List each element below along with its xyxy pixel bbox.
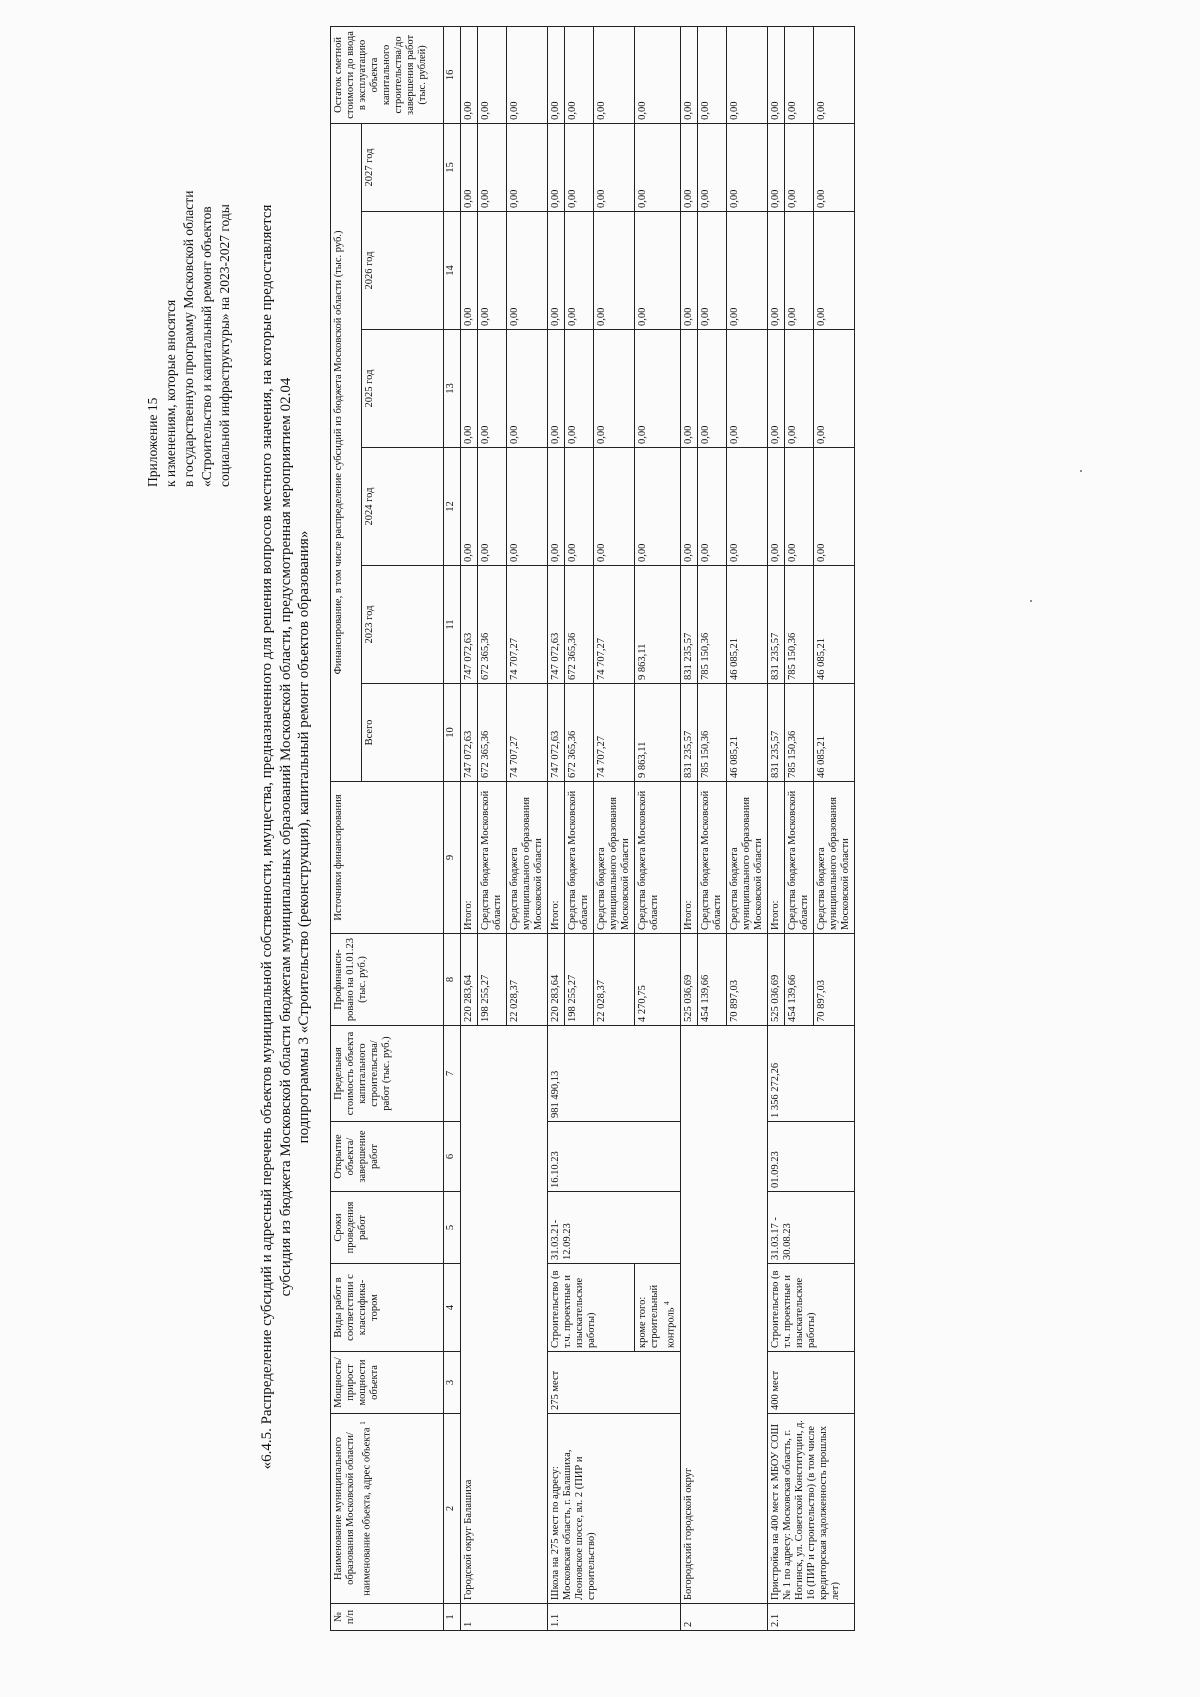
value-cell: 0,00 [697,123,726,211]
title-line: субсидия из бюджета Московской области бюджетам муниципальных образований Московской области, предусмотренная мероприятием 02.04 [277,377,294,1297]
source-cell: Средства бюджета Московской области [478,782,507,934]
value-cell: 831 235,57 [767,566,784,684]
value-cell: 0,00 [478,448,507,566]
value-cell: 0,00 [565,212,594,330]
value-cell: 0,00 [726,330,767,448]
source-cell: Средства бюджета Московской области [565,782,594,934]
row-number: 2.1 [767,1604,854,1631]
value-cell: 0,00 [565,123,594,211]
value-cell: 785 150,36 [784,684,813,782]
capacity-cell: 400 мест [767,1352,854,1414]
footnote-mark: 4 [663,1301,671,1305]
source-cell: Средства бюджета Московской области [635,782,681,934]
financed-cell: 22 028,37 [507,934,548,1026]
appendix-line: к изменениям, которые вносятся [163,299,178,487]
value-cell: 0,00 [548,212,565,330]
value-cell: 0,00 [565,26,594,123]
value-cell: 0,00 [767,330,784,448]
header-cell: Профинанси-ровано на 01.01.23 (тыс. руб.) [331,934,444,1026]
value-cell: 672 365,36 [478,684,507,782]
value-cell: 0,00 [784,212,813,330]
value-cell: 9 863,11 [635,566,681,684]
value-cell: 0,00 [478,123,507,211]
value-cell: 0,00 [478,330,507,448]
value-cell: 747 072,63 [548,684,565,782]
value-cell: 0,00 [565,448,594,566]
header-cell: 2026 год [362,212,444,330]
appendix-note [144,67,234,487]
value-cell: 0,00 [594,212,635,330]
value-cell: 831 235,57 [680,566,697,684]
column-number: 8 [444,934,461,1026]
value-cell: 0,00 [461,26,478,123]
value-cell: 0,00 [548,330,565,448]
value-cell: 0,00 [680,26,697,123]
period-cell: 31.03.17 - 30.08.23 [767,1192,854,1264]
table-row [680,26,697,1630]
value-cell: 747 072,63 [461,566,478,684]
value-cell: 0,00 [813,448,854,566]
value-cell: 74 707,27 [507,684,548,782]
financed-cell: 70 897,03 [726,934,767,1026]
value-cell: 0,00 [507,448,548,566]
financed-cell: 454 139,66 [784,934,813,1026]
value-cell: 0,00 [478,212,507,330]
value-cell: 0,00 [784,448,813,566]
value-cell: 0,00 [507,26,548,123]
value-cell: 0,00 [697,448,726,566]
value-cell: 0,00 [767,212,784,330]
appendix-line: Приложение 15 [145,397,160,487]
value-cell: 0,00 [680,330,697,448]
value-cell: 0,00 [594,330,635,448]
value-cell: 0,00 [635,26,681,123]
value-cell: 0,00 [461,448,478,566]
table-row [548,26,565,1630]
value-cell: 0,00 [767,26,784,123]
open-date-cell: 01.09.23 [767,1122,854,1192]
source-cell: Средства бюджета Московской области [784,782,813,934]
source-cell: Средства бюджета муниципального образования Московской области [726,782,767,934]
works-cell: Строительство (в т.ч. проектные и изыскательские работы) [548,1264,635,1352]
value-cell: 672 365,36 [478,566,507,684]
subsidy-table [330,26,855,1631]
title-line: «6.4.5. Распределение субсидий и адресный перечень объектов муниципальной собственности, имущества, предназначенного для решения вопросов местного значения, на которые предоставляется [259,204,275,1470]
value-cell: 0,00 [548,123,565,211]
column-number: 13 [444,330,461,448]
source-cell: Средства бюджета Московской области [697,782,726,934]
header-cell: № п/п [331,1604,444,1631]
value-cell: 0,00 [680,448,697,566]
appendix-line: в государственную программу Московской области [181,190,196,487]
value-cell: 46 085,21 [813,684,854,782]
value-cell: 785 150,36 [697,566,726,684]
value-cell: 46 085,21 [813,566,854,684]
value-cell: 74 707,27 [594,566,635,684]
value-cell: 0,00 [726,26,767,123]
works-text: кроме того: строительный контроль [637,1284,677,1348]
header-cell: 2024 год [362,448,444,566]
source-cell: Средства бюджета муниципального образования Московской области [594,782,635,934]
column-number: 15 [444,123,461,211]
value-cell: 0,00 [461,330,478,448]
period-cell: 31.03.21-12.09.23 [548,1192,681,1264]
value-cell: 831 235,57 [680,684,697,782]
value-cell: 747 072,63 [548,566,565,684]
value-cell: 672 365,36 [565,566,594,684]
value-cell: 747 072,63 [461,684,478,782]
header-cell: Источники финансирования [331,782,444,934]
header-cell: Финансирование, в том числе распределение субсидий из бюджета Московской области (тыс. руб.) [331,123,362,781]
column-number-row [444,26,461,1630]
source-cell: Итого: [767,782,784,934]
municipality-name: Городской округ Балашиха [461,1026,548,1604]
value-cell: 0,00 [680,123,697,211]
value-cell: 0,00 [507,123,548,211]
appendix-line: социальной инфраструктуры» на 2023-2027 годы [217,204,232,487]
value-cell: 0,00 [507,212,548,330]
financed-cell: 454 139,66 [697,934,726,1026]
works-cell [635,1264,681,1352]
value-cell: 0,00 [635,448,681,566]
value-cell: 0,00 [697,330,726,448]
scan-speck [1030,600,1032,602]
value-cell: 0,00 [697,26,726,123]
column-number: 14 [444,212,461,330]
table-row [767,26,784,1630]
column-number: 12 [444,448,461,566]
scan-speck [1080,470,1082,472]
value-cell: 46 085,21 [726,566,767,684]
capacity-cell: 275 мест [548,1352,681,1414]
financed-cell: 220 283,64 [548,934,565,1026]
value-cell: 831 235,57 [767,684,784,782]
value-cell: 0,00 [726,212,767,330]
financed-cell: 525 036,69 [680,934,697,1026]
value-cell: 74 707,27 [507,566,548,684]
value-cell: 0,00 [726,448,767,566]
value-cell: 0,00 [680,212,697,330]
footnote-mark: 1 [359,1421,367,1425]
value-cell: 0,00 [548,26,565,123]
open-date-cell: 16.10.23 [548,1122,681,1192]
value-cell: 9 863,11 [635,684,681,782]
value-cell: 46 085,21 [726,684,767,782]
value-cell: 0,00 [565,330,594,448]
column-number: 11 [444,566,461,684]
row-number: 2 [680,1604,767,1631]
header-cell: Предельная стоимость объекта капитального строительства/ работ (тыс. руб.) [331,1026,444,1122]
value-cell: 0,00 [478,26,507,123]
value-cell: 0,00 [784,123,813,211]
limit-cost-cell: 981 490,13 [548,1026,681,1122]
header-cell: 2025 год [362,330,444,448]
header-cell [331,1414,444,1604]
value-cell: 0,00 [726,123,767,211]
column-number: 3 [444,1352,461,1414]
column-number: 6 [444,1122,461,1192]
value-cell: 74 707,27 [594,684,635,782]
financed-cell: 70 897,03 [813,934,854,1026]
source-cell: Средства бюджета муниципального образования Московской области [507,782,548,934]
header-cell: 2023 год [362,566,444,684]
source-cell: Итого: [680,782,697,934]
value-cell: 0,00 [813,123,854,211]
object-name: Школа на 275 мест по адресу: Московская область, г. Балашиха, Леоновское шоссе, вл. 2 (ПИР и строительство) [548,1414,681,1604]
value-cell: 0,00 [507,330,548,448]
header-text: Наименование муниципального образования Московской области/ наименование объекта, адрес объекта [333,1427,373,1596]
column-number: 4 [444,1264,461,1352]
value-cell: 0,00 [594,448,635,566]
value-cell: 785 150,36 [784,566,813,684]
value-cell: 0,00 [461,123,478,211]
value-cell: 0,00 [594,123,635,211]
value-cell: 0,00 [813,26,854,123]
works-cell: Строительство (в т.ч. проектные и изыскательские работы) [767,1264,854,1352]
row-number: 1.1 [548,1604,681,1631]
column-number: 7 [444,1026,461,1122]
value-cell: 672 365,36 [565,684,594,782]
value-cell: 0,00 [461,212,478,330]
value-cell: 0,00 [635,123,681,211]
value-cell: 0,00 [767,448,784,566]
source-cell: Итого: [461,782,478,934]
table-header-row [331,26,362,1630]
value-cell: 0,00 [635,330,681,448]
column-number: 2 [444,1414,461,1604]
value-cell: 0,00 [813,330,854,448]
financed-cell: 22 028,37 [594,934,635,1026]
value-cell: 0,00 [813,212,854,330]
appendix-line: «Строительство и капитальный ремонт объектов [199,206,214,487]
header-cell: Открытие объекта/ завершение работ [331,1122,444,1192]
column-number: 1 [444,1604,461,1631]
financed-cell: 525 036,69 [767,934,784,1026]
header-cell: 2027 год [362,123,444,211]
municipality-name: Богородский городской округ [680,1026,767,1604]
header-cell: Сроки проведения работ [331,1192,444,1264]
financed-cell: 198 255,27 [478,934,507,1026]
title-line: подпрограммы 3 «Строительство (реконструкция), капитальный ремонт объектов образования» [296,530,312,1144]
table-row [461,26,478,1630]
value-cell: 0,00 [635,212,681,330]
financed-cell: 198 255,27 [565,934,594,1026]
object-name: Пристройка на 400 мест к МБОУ СОШ № 1 по адресу: Московская область, г. Ногинск, ул. Советской Конституции, д. 16 (ПИР и строительство) (в том числе кредиторская задолженность прошлых лет) [767,1414,854,1604]
column-number: 10 [444,684,461,782]
value-cell: 0,00 [548,448,565,566]
financed-cell: 4 270,75 [635,934,681,1026]
value-cell: 0,00 [784,26,813,123]
column-number: 5 [444,1192,461,1264]
row-number: 1 [461,1604,548,1631]
header-cell: Всего [362,684,444,782]
column-number: 9 [444,782,461,934]
header-cell: Мощность/ прирост мощности объекта [331,1352,444,1414]
source-cell: Итого: [548,782,565,934]
column-number: 16 [444,26,461,123]
value-cell: 0,00 [594,26,635,123]
limit-cost-cell: 1 356 272,26 [767,1026,854,1122]
value-cell: 0,00 [697,212,726,330]
header-cell: Остаток сметной стоимости до ввода в эксплуатацию объекта капитального строительства/до завершения работ (тыс. рублей) [331,26,444,123]
section-title [258,17,314,1657]
value-cell: 785 150,36 [697,684,726,782]
header-cell: Виды работ в соответствии с классифика-тором [331,1264,444,1352]
value-cell: 0,00 [767,123,784,211]
value-cell: 0,00 [784,330,813,448]
financed-cell: 220 283,64 [461,934,478,1026]
source-cell: Средства бюджета муниципального образования Московской области [813,782,854,934]
